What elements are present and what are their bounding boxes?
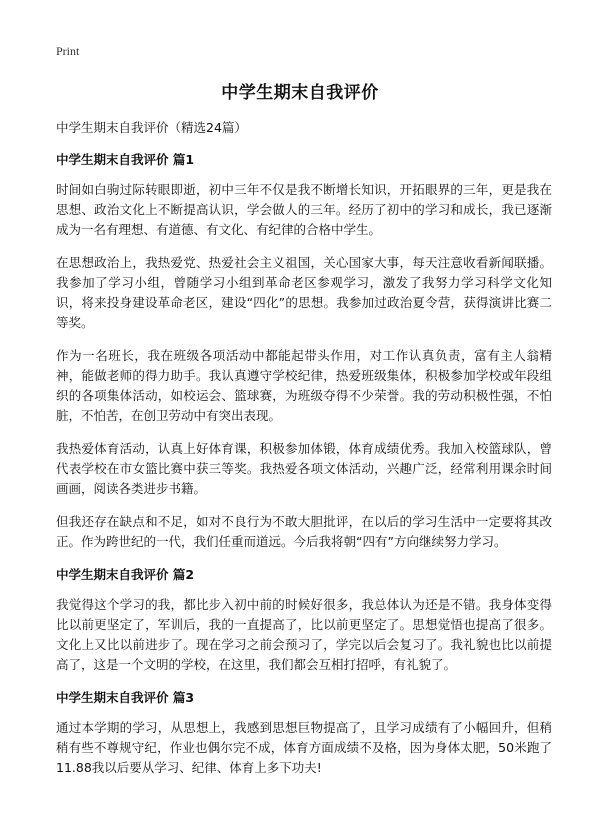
section-heading-1: 中学生期末自我评价 篇1 (56, 152, 195, 167)
document-body (56, 118, 552, 791)
section-heading-3: 中学生期末自我评价 篇3 (56, 690, 195, 705)
paragraph: 在思想政治上，我热爱党、热爱社会主义祖国，关心国家大事，每天注意收看新闻联播。我参加了学习小组，曾随学习小组到革命老区参观学习，激发了我努力学习科学文化知识，将来投身建设革命老区，建设“四化”的思想。我参加过政治夏令营，获得演讲比赛二等奖。 (56, 255, 552, 330)
paragraph: 但我还存在缺点和不足，如对不良行为不敢大胆批评，在以后的学习生活中一定要将其改正。作为跨世纪的一代，我们任重而道远。今后我将朝“四有”方向继续努力学习。 (56, 514, 552, 549)
paragraph: 作为一名班长，我在班级各项活动中都能起带头作用，对工作认真负责，富有主人翁精神，能做老师的得力助手。我认真遵守学校纪律，热爱班级集体，积极参加学校或年段组织的各项集体活动，如校运会、篮球赛，为班级夺得不少荣誉。我的劳动积极性强，不怕脏，不怕苦，在创卫劳动中有突出表现。 (56, 348, 552, 423)
paragraph: 我觉得这个学习的我，都比步入初中前的时候好很多，我总体认为还是不错。我身体变得比以前更坚定了，军训后，我的一直提高了，比以前更坚定了。思想觉悟也提高了很多。文化上又比以前进步了。现在学习之前会预习了，学完以后会复习了。我礼貌也比以前提高了，这是一个文明的学校，在这里，我们都会互相打招呼，有礼貌了。 (56, 597, 552, 672)
paragraph: 我热爱体育活动，认真上好体育课，积极参加体锻，体育成绩优秀。我加入校篮球队，曾代表学校在市女篮比赛中获三等奖。我热爱各项文体活动，兴趣广泛，经常利用课余时间画画，阅读各类进步书籍。 (56, 441, 552, 496)
print-link[interactable]: Print (56, 44, 80, 58)
document-subtitle: 中学生期末自我评价（精选24篇） (56, 120, 247, 135)
document-title: 中学生期末自我评价 (221, 83, 379, 103)
paragraph: 时间如白驹过际转眼即逝，初中三年不仅是我不断增长知识，开拓眼界的三年，更是我在思想、政治文化上不断提高认识，学会做人的三年。经历了初中的学习和成长，我已逐渐成为一名有理想、有道德、有文化、有纪律的合格中学生。 (56, 182, 552, 237)
section-heading-2: 中学生期末自我评价 篇2 (56, 567, 195, 582)
paragraph: 通过本学期的学习，从思想上，我感到思想巨物提高了，且学习成绩有了小幅回升，但稍稍有些不尊规守纪，作业也偶尔完不成，体育方面成绩不及格，因为身体太肥，50米跑了11.88我以后要从学习、纪律、体育上多下功夫! (56, 720, 552, 775)
